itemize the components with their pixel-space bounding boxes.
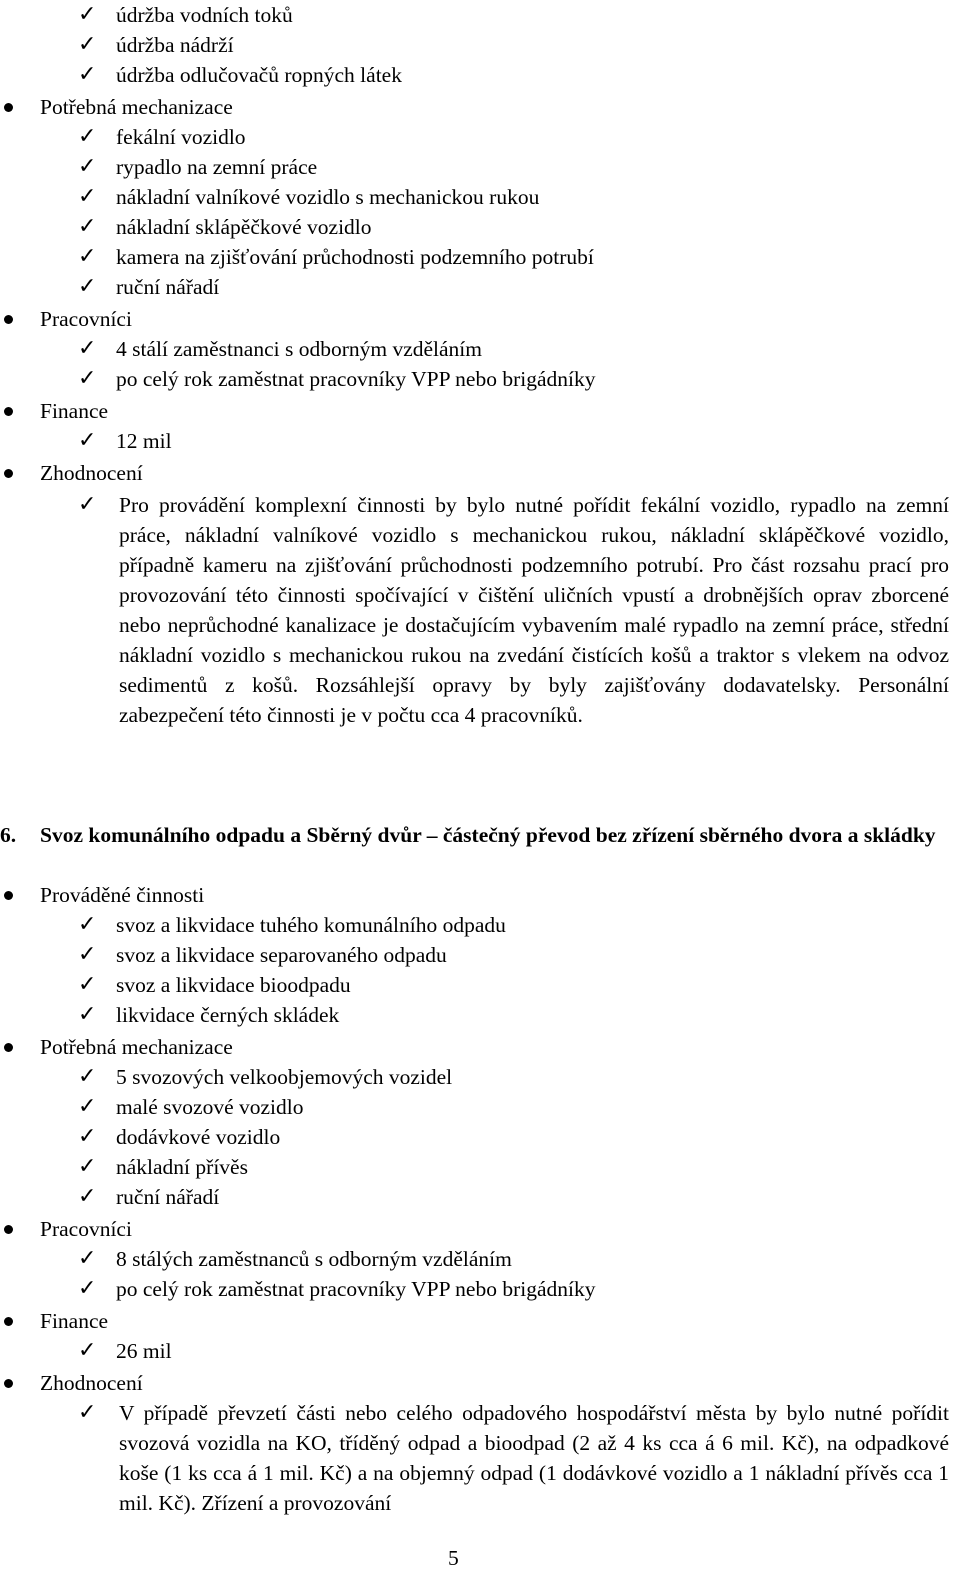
bullet-item: Potřebná mechanizace xyxy=(40,1032,233,1062)
zhodnoceni-paragraph: ✓ Pro provádění komplexní činnosti by bylo nutné pořídit fekální vozidlo, rypadlo na zemní práce, nákladní valníkové vozidlo s mechanickou rukou, nákladní sklápěčkové vozidlo, případně kameru na zjišťování průchodnosti podzemního potrubí. Pro část rozsahu prací pro provozování této činnosti spočívající v čištění uličních vpustí a drobnějších oprav zborcené nebo neprůchodné kanalizace je dostačujícím vybavením malé rypadlo na zemní práce, střední nákladní vozidlo s mechanickou rukou na zvedání čistících košů a traktor s vlekem na odvoz sedimentů z košů. Rozsáhlejší opravy by byly zajišťovány dodavatelsky. Personální zabezpečení této činnosti je v počtu cca 4 pracovníků. xyxy=(78,492,949,727)
check-item: ✓ po celý rok zaměstnat pracovníky VPP nebo brigádníky xyxy=(116,364,595,394)
section-number: 6. xyxy=(0,823,17,847)
check-icon: ✓ xyxy=(78,244,97,269)
check-item: ✓ 12 mil xyxy=(116,426,172,456)
bullet-dot-icon xyxy=(4,891,13,900)
check-icon: ✓ xyxy=(78,1276,97,1301)
check-item: ✓ nákladní sklápěčkové vozidlo xyxy=(116,212,372,242)
bullet-dot-icon xyxy=(4,1043,13,1052)
check-item: ✓ 5 svozových velkoobjemových vozidel xyxy=(116,1062,452,1092)
check-icon: ✓ xyxy=(78,32,97,57)
check-icon: ✓ xyxy=(78,1064,97,1089)
check-item: ✓ nákladní přívěs xyxy=(116,1152,248,1182)
bullet-dot-icon xyxy=(4,1317,13,1326)
bullet-item: Potřebná mechanizace xyxy=(40,92,233,122)
check-item: ✓ fekální vozidlo xyxy=(116,122,246,152)
check-icon: ✓ xyxy=(78,214,97,239)
check-icon: ✓ xyxy=(78,1400,97,1425)
check-icon: ✓ xyxy=(78,492,97,517)
check-icon: ✓ xyxy=(78,1124,97,1149)
bullet-item: Zhodnocení xyxy=(40,458,143,488)
bullet-item: Finance xyxy=(40,1306,108,1336)
check-icon: ✓ xyxy=(78,1154,97,1179)
bullet-dot-icon xyxy=(4,103,13,112)
check-icon: ✓ xyxy=(78,1338,97,1363)
bullet-dot-icon xyxy=(4,469,13,478)
check-item: ✓ ruční nářadí xyxy=(116,272,219,302)
check-item: ✓ 8 stálých zaměstnanců s odborným vzděláním xyxy=(116,1244,512,1274)
bullet-item: Finance xyxy=(40,396,108,426)
check-icon: ✓ xyxy=(78,184,97,209)
check-icon: ✓ xyxy=(78,2,97,27)
check-item: ✓ malé svozové vozidlo xyxy=(116,1092,303,1122)
check-icon: ✓ xyxy=(78,1094,97,1119)
check-item: ✓ ruční nářadí xyxy=(116,1182,219,1212)
check-item: ✓ nákladní valníkové vozidlo s mechanickou rukou xyxy=(116,182,539,212)
check-icon: ✓ xyxy=(78,336,97,361)
check-item: ✓ 4 stálí zaměstnanci s odborným vzděláním xyxy=(116,334,482,364)
check-item: ✓ údržba nádrží xyxy=(116,30,234,60)
check-item: ✓ rypadlo na zemní práce xyxy=(116,152,317,182)
check-item: ✓ kamera na zjišťování průchodnosti podzemního potrubí xyxy=(116,242,594,272)
bullet-dot-icon xyxy=(4,1225,13,1234)
check-item: ✓ svoz a likvidace tuhého komunálního odpadu xyxy=(116,910,506,940)
check-item: ✓ 26 mil xyxy=(116,1336,172,1366)
bullet-dot-icon xyxy=(4,407,13,416)
section-title: Svoz komunálního odpadu a Sběrný dvůr – částečný převod bez zřízení sběrného dvora a skládky xyxy=(40,823,936,847)
check-icon: ✓ xyxy=(78,154,97,179)
bullet-dot-icon xyxy=(4,315,13,324)
check-icon: ✓ xyxy=(78,912,97,937)
check-icon: ✓ xyxy=(78,428,97,453)
check-icon: ✓ xyxy=(78,124,97,149)
check-item: ✓ po celý rok zaměstnat pracovníky VPP nebo brigádníky xyxy=(116,1274,595,1304)
bullet-item: Pracovníci xyxy=(40,1214,132,1244)
bullet-item: Pracovníci xyxy=(40,304,132,334)
check-icon: ✓ xyxy=(78,942,97,967)
page-number: 5 xyxy=(448,1546,459,1570)
zhodnoceni-paragraph: ✓ V případě převzetí části nebo celého odpadového hospodářství města by bylo nutné pořídit svozová vozidla na KO, tříděný odpad a bioodpad (2 až 4 ks cca á 6 mil. Kč), na odpadkové koše (1 ks cca á 1 mil. Kč) a na objemný odpad (1 dodávkové vozidlo a 1 nákladní přívěs cca 1 mil. Kč). Zřízení a provozování xyxy=(78,1400,949,1515)
check-icon: ✓ xyxy=(78,1184,97,1209)
check-item: ✓ údržba vodních toků xyxy=(116,0,293,30)
check-item: ✓ svoz a likvidace separovaného odpadu xyxy=(116,940,447,970)
check-item: ✓ likvidace černých skládek xyxy=(116,1000,339,1030)
bullet-item: Prováděné činnosti xyxy=(40,880,204,910)
check-icon: ✓ xyxy=(78,62,97,87)
check-icon: ✓ xyxy=(78,972,97,997)
check-icon: ✓ xyxy=(78,366,97,391)
check-item: ✓ dodávkové vozidlo xyxy=(116,1122,280,1152)
check-icon: ✓ xyxy=(78,274,97,299)
bullet-item: Zhodnocení xyxy=(40,1368,143,1398)
bullet-dot-icon xyxy=(4,1379,13,1388)
check-icon: ✓ xyxy=(78,1246,97,1271)
check-icon: ✓ xyxy=(78,1002,97,1027)
check-item: ✓ údržba odlučovačů ropných látek xyxy=(116,60,402,90)
check-item: ✓ svoz a likvidace bioodpadu xyxy=(116,970,351,1000)
